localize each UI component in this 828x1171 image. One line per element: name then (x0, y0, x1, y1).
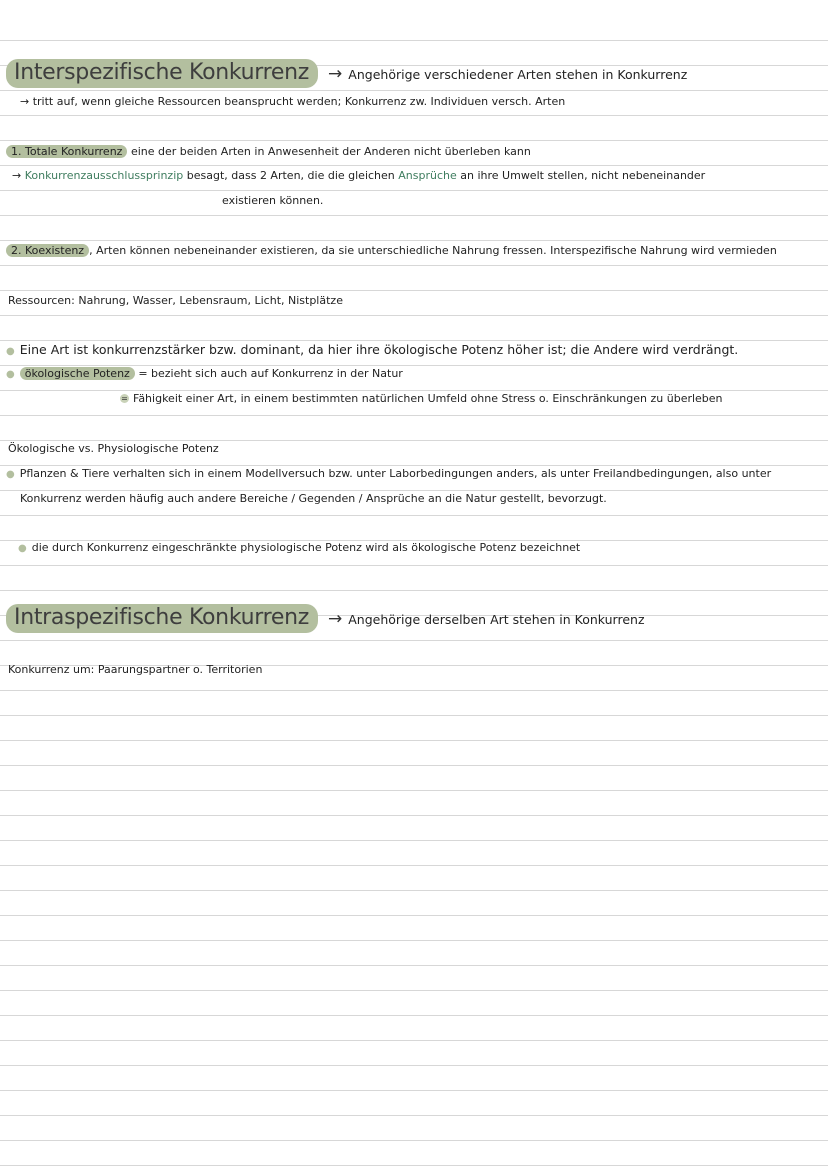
resources-line: Ressourcen: Nahrung, Wasser, Lebensraum, Licht, Nistplätze (8, 294, 343, 307)
dominance-text: Eine Art ist konkurrenzstärker bzw. dominant, da hier ihre ökologische Potenz höher ist; die Andere wird verdrängt. (19, 342, 739, 357)
claims-term: Ansprüche (398, 169, 457, 182)
ability-text: Fähigkeit einer Art, in einem bestimmten natürlichen Umfeld ohne Stress o. Einschränkungen zu überleben (133, 392, 723, 405)
intra-heading (6, 604, 645, 633)
intra-line2: Konkurrenz um: Paarungspartner o. Territorien (8, 663, 263, 676)
arrow-icon: → (327, 609, 343, 629)
arrow-icon: → (12, 169, 22, 182)
intra-title: Intraspezifische Konkurrenz (6, 604, 318, 633)
principle-line (12, 168, 705, 184)
point1-line (6, 144, 531, 160)
comparison-line2: Konkurrenz werden häufig auch andere Bereiche / Gegenden / Ansprüche an die Natur gestellt, bevorzugt. (20, 492, 607, 505)
inter-definition: Angehörige verschiedener Arten stehen in Konkurrenz (348, 67, 688, 82)
principle-term: Konkurrenzausschlussprinzip (24, 169, 184, 182)
potenz-label: ökologische Potenz (20, 367, 135, 380)
inter-title: Interspezifische Konkurrenz (6, 59, 318, 88)
principle-line-end: existieren können. (222, 194, 324, 207)
equals-icon: = (121, 394, 128, 403)
point2-label: 2. Koexistenz (6, 244, 89, 257)
bullet-icon: ● (6, 469, 15, 480)
potenz-text: = bezieht sich auch auf Konkurrenz in der Natur (138, 367, 403, 380)
comparison-line1 (6, 466, 771, 483)
inter-line2: → tritt auf, wenn gleiche Ressourcen beansprucht werden; Konkurrenz zw. Individuen versch. Arten (20, 95, 566, 108)
intra-definition: Angehörige derselben Art stehen in Konkurrenz (348, 612, 645, 627)
bullet-icon: ● (6, 346, 15, 357)
point2-text: , Arten können nebeneinander existieren, da sie unterschiedliche Nahrung fressen. Interspezifische Nahrung wird vermieden (89, 244, 777, 257)
principle-text-cont: an ihre Umwelt stellen, nicht nebeneinander (460, 169, 706, 182)
inter-heading (6, 59, 687, 88)
comparison-line3 (18, 540, 580, 557)
point1-text: eine der beiden Arten in Anwesenheit der Anderen nicht überleben kann (130, 145, 531, 158)
bullet-icon: ● (6, 369, 15, 380)
ability-line (120, 391, 723, 407)
potenz-line (6, 366, 403, 383)
principle-text: besagt, dass 2 Arten, die die gleichen (186, 169, 395, 182)
dominance-bullet (6, 342, 738, 360)
bullet-icon: ● (18, 543, 27, 554)
point2-line (6, 243, 777, 259)
comparison-text1: Pflanzen & Tiere verhalten sich in einem Modellversuch bzw. unter Laborbedingungen anders, als unter Freilandbedingungen, also unter (19, 467, 772, 480)
comparison-text3: die durch Konkurrenz eingeschränkte physiologische Potenz wird als ökologische Potenz bezeichnet (31, 541, 581, 554)
point1-label: 1. Totale Konkurrenz (6, 145, 127, 158)
comparison-title: Ökologische vs. Physiologische Potenz (8, 442, 219, 455)
arrow-icon: → (328, 64, 343, 84)
